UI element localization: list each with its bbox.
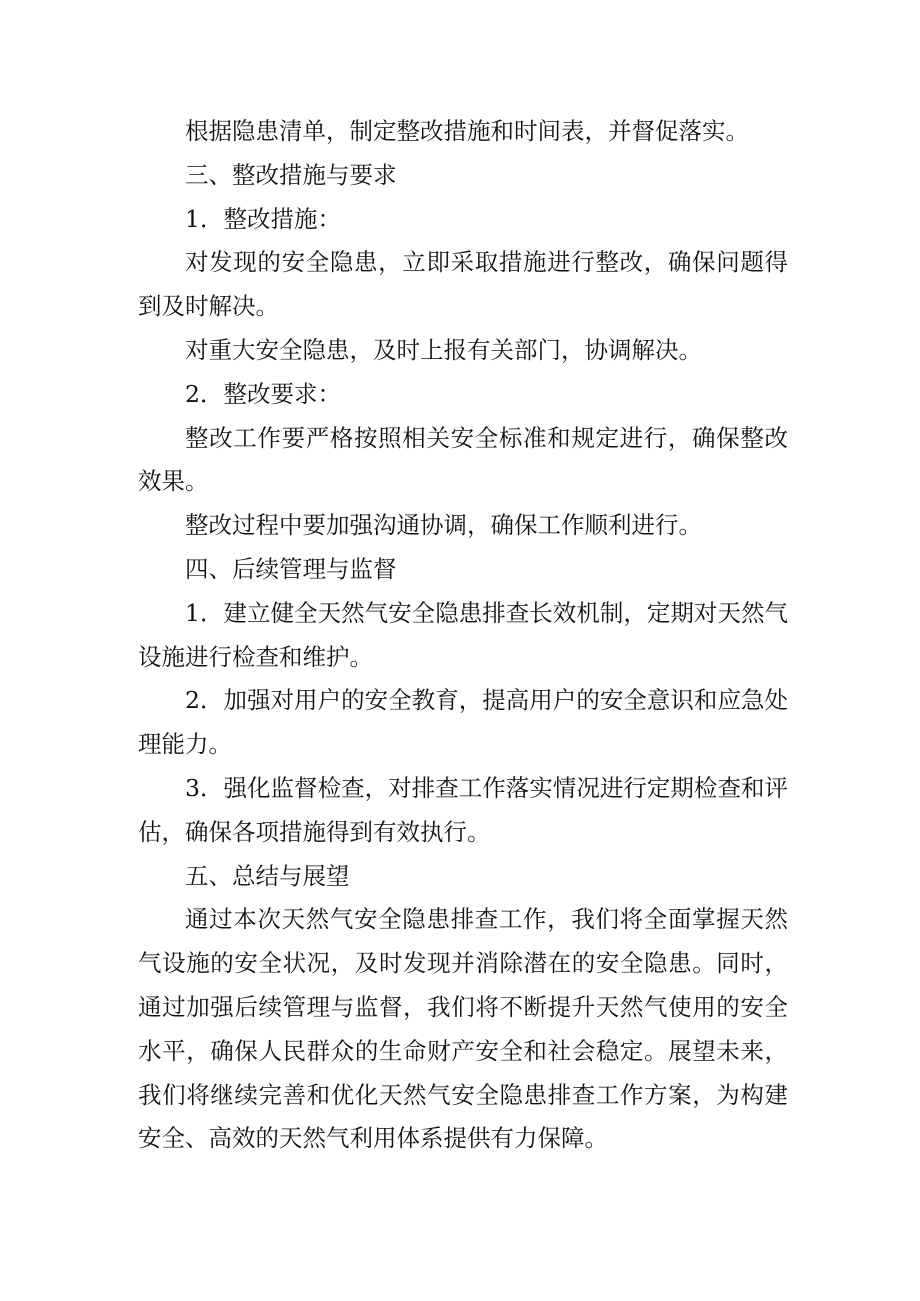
paragraph-major-hazards: 对重大安全隐患，及时上报有关部门，协调解决。 [185,335,702,364]
subheading-rectification-requirements: 2．整改要求： [185,379,341,408]
document-body [138,110,788,1161]
paragraph-standards: 整改工作要严格按照相关安全标准和规定进行，确保整改效果。 [138,423,788,496]
list-item-user-education: 2．加强对用户的安全教育，提高用户的安全意识和应急处理能力。 [138,686,788,759]
section-heading-follow-up: 四、后续管理与监督 [185,554,397,583]
list-item-supervision: 3．强化监督检查，对排查工作落实情况进行定期检查和评估，确保各项措施得到有效执行。 [138,773,788,846]
paragraph-rectification-schedule: 根据隐患清单，制定整改措施和时间表，并督促落实。 [185,117,749,145]
section-heading-rectification: 三、整改措施与要求 [185,160,397,189]
subheading-rectification-measures: 1．整改措施： [185,204,341,233]
list-item-long-term-mechanism: 1．建立健全天然气安全隐患排查长效机制，定期对天然气设施进行检查和维护。 [138,598,788,671]
paragraph-communication: 整改过程中要加强沟通协调，确保工作顺利进行。 [185,511,702,540]
paragraph-summary: 通过本次天然气安全隐患排查工作，我们将全面掌握天然气设施的安全状况，及时发现并消除潜在的安全隐患。同时，通过加强后续管理与监督，我们将不断提升天然气使用的安全水平，确保人民群众的生命财产安全和社会稳定。展望未来，我们将继续完善和优化天然气安全隐患排查工作方案，为构建安全、高效的天然气利用体系提供有力保障。 [138,905,788,1153]
section-heading-summary: 五、总结与展望 [185,861,350,890]
paragraph-immediate-rectification: 对发现的安全隐患，立即采取措施进行整改，确保问题得到及时解决。 [138,248,788,321]
